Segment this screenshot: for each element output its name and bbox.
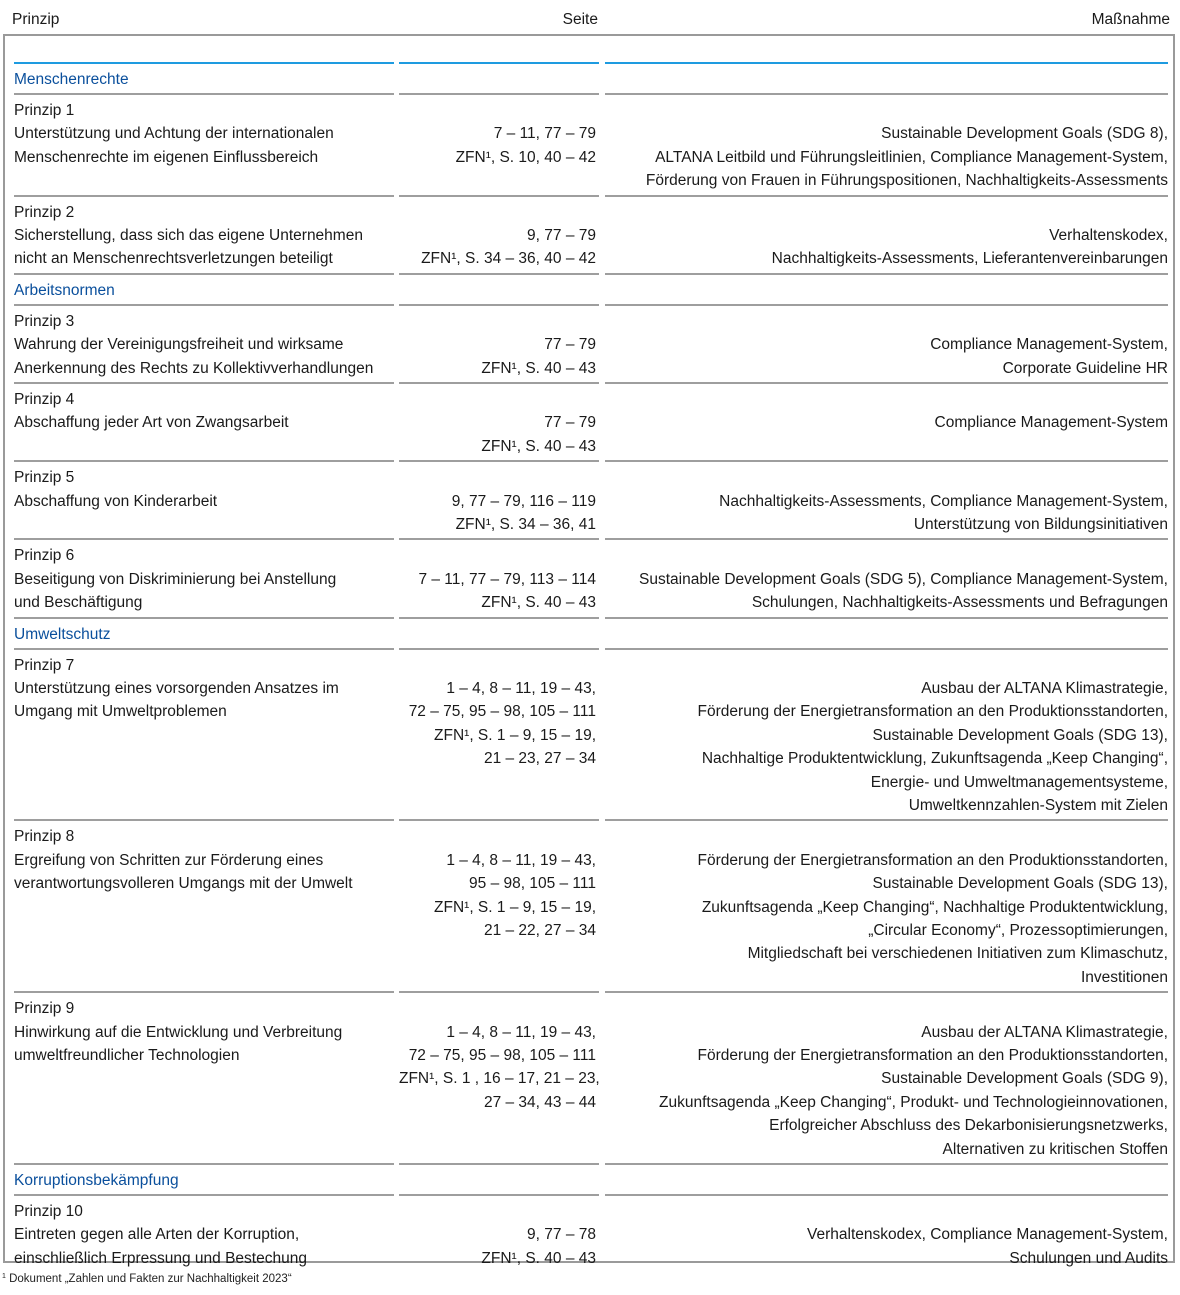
cell-line: Nachhaltigkeits-Assessments, Compliance Management-System,	[719, 492, 1168, 510]
cell-line: Compliance Management-System,	[930, 336, 1168, 354]
cell-line: Menschenrechte im eigenen Einflussbereich	[14, 148, 319, 166]
column-header-prinzip: Prinzip	[12, 11, 60, 28]
cell-line: 95 – 98, 105 – 111	[469, 875, 596, 893]
cell-line: Beseitigung von Diskriminierung bei Anstellung	[14, 570, 337, 588]
accent-rule	[14, 62, 394, 64]
page-cell	[399, 849, 596, 943]
cell-line: Umgang mit Umweltproblemen	[14, 703, 227, 721]
principle-cell	[14, 310, 394, 380]
cell-line: 72 – 75, 95 – 98, 105 – 111	[408, 703, 596, 721]
page-cell	[399, 411, 596, 458]
row-divider	[14, 93, 394, 95]
cell-line: Nachhaltige Produktentwicklung, Zukunftsagenda „Keep Changing“,	[701, 750, 1168, 768]
cell-line: „Circular Economy“, Prozessoptimierungen,	[868, 921, 1168, 939]
page-cell	[399, 490, 596, 537]
cell-line: Verhaltenskodex,	[1049, 226, 1168, 244]
cell-line: Erfolgreicher Abschluss des Dekarbonisierungsnetzwerks,	[769, 1117, 1168, 1135]
cell-line: Sustainable Development Goals (SDG 13),	[872, 726, 1168, 744]
principle-cell	[14, 99, 394, 169]
row-divider	[399, 991, 599, 993]
cell-line: Hinwirkung auf die Entwicklung und Verbreitung	[14, 1023, 343, 1041]
measure-cell	[605, 568, 1168, 615]
row-divider	[605, 648, 1168, 650]
cell-line: Schulungen, Nachhaltigkeits-Assessments und Befragungen	[751, 594, 1168, 612]
cell-line: Abschaffung jeder Art von Zwangsarbeit	[14, 414, 289, 432]
section-title: Umweltschutz	[14, 625, 111, 643]
row-divider	[14, 819, 394, 821]
footnote-text: Dokument „Zahlen und Fakten zur Nachhaltigkeit 2023“	[9, 1273, 292, 1285]
measure-cell	[605, 1223, 1168, 1270]
measure-cell	[605, 411, 1168, 434]
cell-line: ALTANA Leitbild und Führungsleitlinien, Compliance Management-System,	[655, 148, 1168, 166]
cell-line: Sicherstellung, dass sich das eigene Unternehmen	[14, 226, 363, 244]
accent-rule	[399, 62, 599, 64]
cell-line: 21 – 22, 27 – 34	[483, 921, 596, 939]
principle-cell	[14, 997, 394, 1067]
principle-label: Prinzip 9	[14, 1000, 75, 1018]
cell-line: Corporate Guideline HR	[1002, 359, 1168, 377]
row-divider	[14, 991, 394, 993]
cell-line: Förderung von Frauen in Führungspositionen, Nachhaltigkeits-Assessments	[645, 172, 1168, 190]
measure-cell	[605, 490, 1168, 537]
cell-line: umweltfreundlicher Technologien	[14, 1046, 240, 1064]
column-header-massnahme: Maßnahme	[1091, 11, 1170, 28]
cell-line: 1 – 4, 8 – 11, 19 – 43,	[446, 679, 596, 697]
cell-line: 9, 77 – 78	[527, 1226, 596, 1244]
row-divider	[399, 1163, 599, 1165]
cell-line: 7 – 11, 77 – 79, 113 – 114	[418, 570, 596, 588]
cell-line: Compliance Management-System	[934, 414, 1168, 432]
row-divider	[14, 538, 394, 540]
page-cell	[399, 1021, 600, 1115]
row-divider	[399, 1194, 599, 1196]
cell-line: 77 – 79	[544, 336, 596, 354]
cell-line: Umweltkennzahlen-System mit Zielen	[908, 796, 1168, 814]
row-divider	[14, 1163, 394, 1165]
measure-cell	[605, 224, 1168, 271]
cell-line: Ausbau der ALTANA Klimastrategie,	[921, 1023, 1168, 1041]
cell-line: ZFN¹, S. 40 – 43	[481, 1249, 596, 1267]
row-divider	[399, 273, 599, 275]
page-cell	[399, 1223, 596, 1270]
principle-cell	[14, 466, 394, 513]
principle-cell	[14, 201, 394, 271]
row-divider	[399, 538, 599, 540]
row-divider	[605, 382, 1168, 384]
cell-line: Investitionen	[1080, 968, 1168, 986]
principle-label: Prinzip 8	[14, 828, 75, 846]
row-divider	[605, 1194, 1168, 1196]
footnote	[2, 1273, 292, 1285]
cell-line: Ausbau der ALTANA Klimastrategie,	[921, 679, 1168, 697]
cell-line: ZFN¹, S. 40 – 43	[481, 437, 596, 455]
row-divider	[399, 93, 599, 95]
cell-line: einschließlich Erpressung und Bestechung	[14, 1249, 307, 1267]
cell-line: Zukunftsagenda „Keep Changing“, Produkt- und Technologieinnovationen,	[659, 1093, 1168, 1111]
row-divider	[605, 195, 1168, 197]
row-divider	[605, 538, 1168, 540]
cell-line: Sustainable Development Goals (SDG 13),	[872, 875, 1168, 893]
cell-line: 9, 77 – 79	[527, 226, 596, 244]
row-divider	[605, 273, 1168, 275]
row-divider	[605, 304, 1168, 306]
row-divider	[14, 460, 394, 462]
cell-line: Schulungen und Audits	[1009, 1249, 1168, 1267]
cell-line: Zukunftsagenda „Keep Changing“, Nachhaltige Produktentwicklung,	[701, 898, 1168, 916]
cell-line: 27 – 34, 43 – 44	[483, 1093, 596, 1111]
measure-cell	[605, 122, 1168, 192]
cell-line: Unterstützung von Bildungsinitiativen	[913, 515, 1168, 533]
section-title: Korruptionsbekämpfung	[14, 1172, 179, 1189]
cell-line: verantwortungsvolleren Umgangs mit der Umwelt	[14, 875, 353, 893]
row-divider	[605, 93, 1168, 95]
cell-line: Energie- und Umweltmanagementsysteme,	[870, 773, 1168, 791]
page-cell	[399, 568, 596, 615]
measure-cell	[605, 849, 1168, 989]
cell-line: Ergreifung von Schritten zur Förderung eines	[14, 851, 324, 869]
cell-line: 21 – 23, 27 – 34	[483, 750, 596, 768]
principle-cell	[14, 544, 394, 614]
row-divider	[605, 1163, 1168, 1165]
cell-line: Alternativen zu kritischen Stoffen	[942, 1140, 1168, 1158]
section-title: Arbeitsnormen	[14, 281, 115, 299]
principle-label: Prinzip 7	[14, 656, 75, 674]
cell-line: Eintreten gegen alle Arten der Korruption,	[14, 1226, 300, 1244]
cell-line: 1 – 4, 8 – 11, 19 – 43,	[446, 851, 596, 869]
cell-line: Wahrung der Vereinigungsfreiheit und wirksame	[14, 336, 344, 354]
row-divider	[14, 304, 394, 306]
cell-line: ZFN¹, S. 10, 40 – 42	[455, 148, 596, 166]
cell-line: Mitgliedschaft bei verschiedenen Initiativen zum Klimaschutz,	[747, 945, 1168, 963]
cell-line: 7 – 11, 77 – 79	[493, 125, 596, 143]
principle-label: Prinzip 1	[14, 102, 75, 119]
principle-cell	[14, 825, 394, 895]
cell-line: ZFN¹, S. 1 , 16 – 17, 21 – 23,	[399, 1070, 600, 1088]
cell-line: Verhaltenskodex, Compliance Management-System,	[807, 1226, 1168, 1244]
cell-line: Sustainable Development Goals (SDG 9),	[881, 1070, 1168, 1088]
principle-label: Prinzip 3	[14, 312, 75, 330]
principle-label: Prinzip 6	[14, 547, 75, 565]
cell-line: und Beschäftigung	[14, 594, 143, 612]
page-cell	[399, 677, 596, 771]
principle-label: Prinzip 4	[14, 391, 75, 408]
cell-line: Sustainable Development Goals (SDG 5), Compliance Management-System,	[639, 570, 1168, 588]
cell-line: Anerkennung des Rechts zu Kollektivverhandlungen	[14, 359, 374, 377]
page-cell	[399, 224, 596, 271]
cell-line: Förderung der Energietransformation an den Produktionsstandorten,	[697, 851, 1168, 869]
row-divider	[605, 460, 1168, 462]
measure-cell	[605, 333, 1168, 380]
row-divider	[399, 304, 599, 306]
cell-line: Nachhaltigkeits-Assessments, Lieferantenvereinbarungen	[771, 250, 1168, 268]
table-header	[3, 3, 1175, 36]
principle-cell	[14, 388, 394, 435]
row-divider	[14, 273, 394, 275]
cell-line: ZFN¹, S. 1 – 9, 15 – 19,	[434, 898, 596, 916]
measure-cell	[605, 677, 1168, 817]
cell-line: Abschaffung von Kinderarbeit	[14, 492, 218, 510]
cell-line: Unterstützung eines vorsorgenden Ansatzes im	[14, 679, 339, 697]
measure-cell	[605, 1021, 1168, 1161]
cell-line: 72 – 75, 95 – 98, 105 – 111	[408, 1046, 596, 1064]
principle-cell	[14, 1200, 394, 1270]
row-divider	[399, 648, 599, 650]
cell-line: 77 – 79	[544, 414, 596, 432]
principle-label: Prinzip 10	[14, 1203, 83, 1220]
row-divider	[14, 617, 394, 619]
cell-line: Förderung der Energietransformation an den Produktionsstandorten,	[697, 1046, 1168, 1064]
row-divider	[399, 382, 599, 384]
row-divider	[605, 617, 1168, 619]
cell-line: ZFN¹, S. 1 – 9, 15 – 19,	[434, 726, 596, 744]
row-divider	[605, 819, 1168, 821]
cell-line: Sustainable Development Goals (SDG 8),	[881, 125, 1168, 143]
principle-label: Prinzip 5	[14, 469, 75, 487]
row-divider	[399, 819, 599, 821]
column-header-seite: Seite	[562, 11, 598, 28]
row-divider	[605, 991, 1168, 993]
row-divider	[399, 195, 599, 197]
cell-line: ZFN¹, S. 40 – 43	[481, 359, 596, 377]
cell-line: 9, 77 – 79, 116 – 119	[451, 492, 596, 510]
page-cell	[399, 122, 596, 169]
accent-rule	[605, 62, 1168, 64]
principle-label: Prinzip 2	[14, 203, 75, 221]
row-divider	[14, 648, 394, 650]
cell-line: ZFN¹, S. 34 – 36, 40 – 42	[421, 250, 596, 268]
cell-line: ZFN¹, S. 34 – 36, 41	[455, 515, 596, 533]
principle-cell	[14, 654, 394, 724]
cell-line: Unterstützung und Achtung der internationalen	[14, 125, 334, 143]
row-divider	[399, 460, 599, 462]
section-title: Menschenrechte	[14, 71, 129, 88]
page-cell	[399, 333, 596, 380]
row-divider	[14, 1194, 394, 1196]
row-divider	[14, 195, 394, 197]
cell-line: 1 – 4, 8 – 11, 19 – 43,	[446, 1023, 596, 1041]
footnote-marker: 1	[2, 1273, 6, 1280]
row-divider	[14, 382, 394, 384]
cell-line: ZFN¹, S. 40 – 43	[481, 594, 596, 612]
row-divider	[399, 617, 599, 619]
cell-line: Förderung der Energietransformation an den Produktionsstandorten,	[697, 703, 1168, 721]
cell-line: nicht an Menschenrechtsverletzungen beteiligt	[14, 250, 333, 268]
